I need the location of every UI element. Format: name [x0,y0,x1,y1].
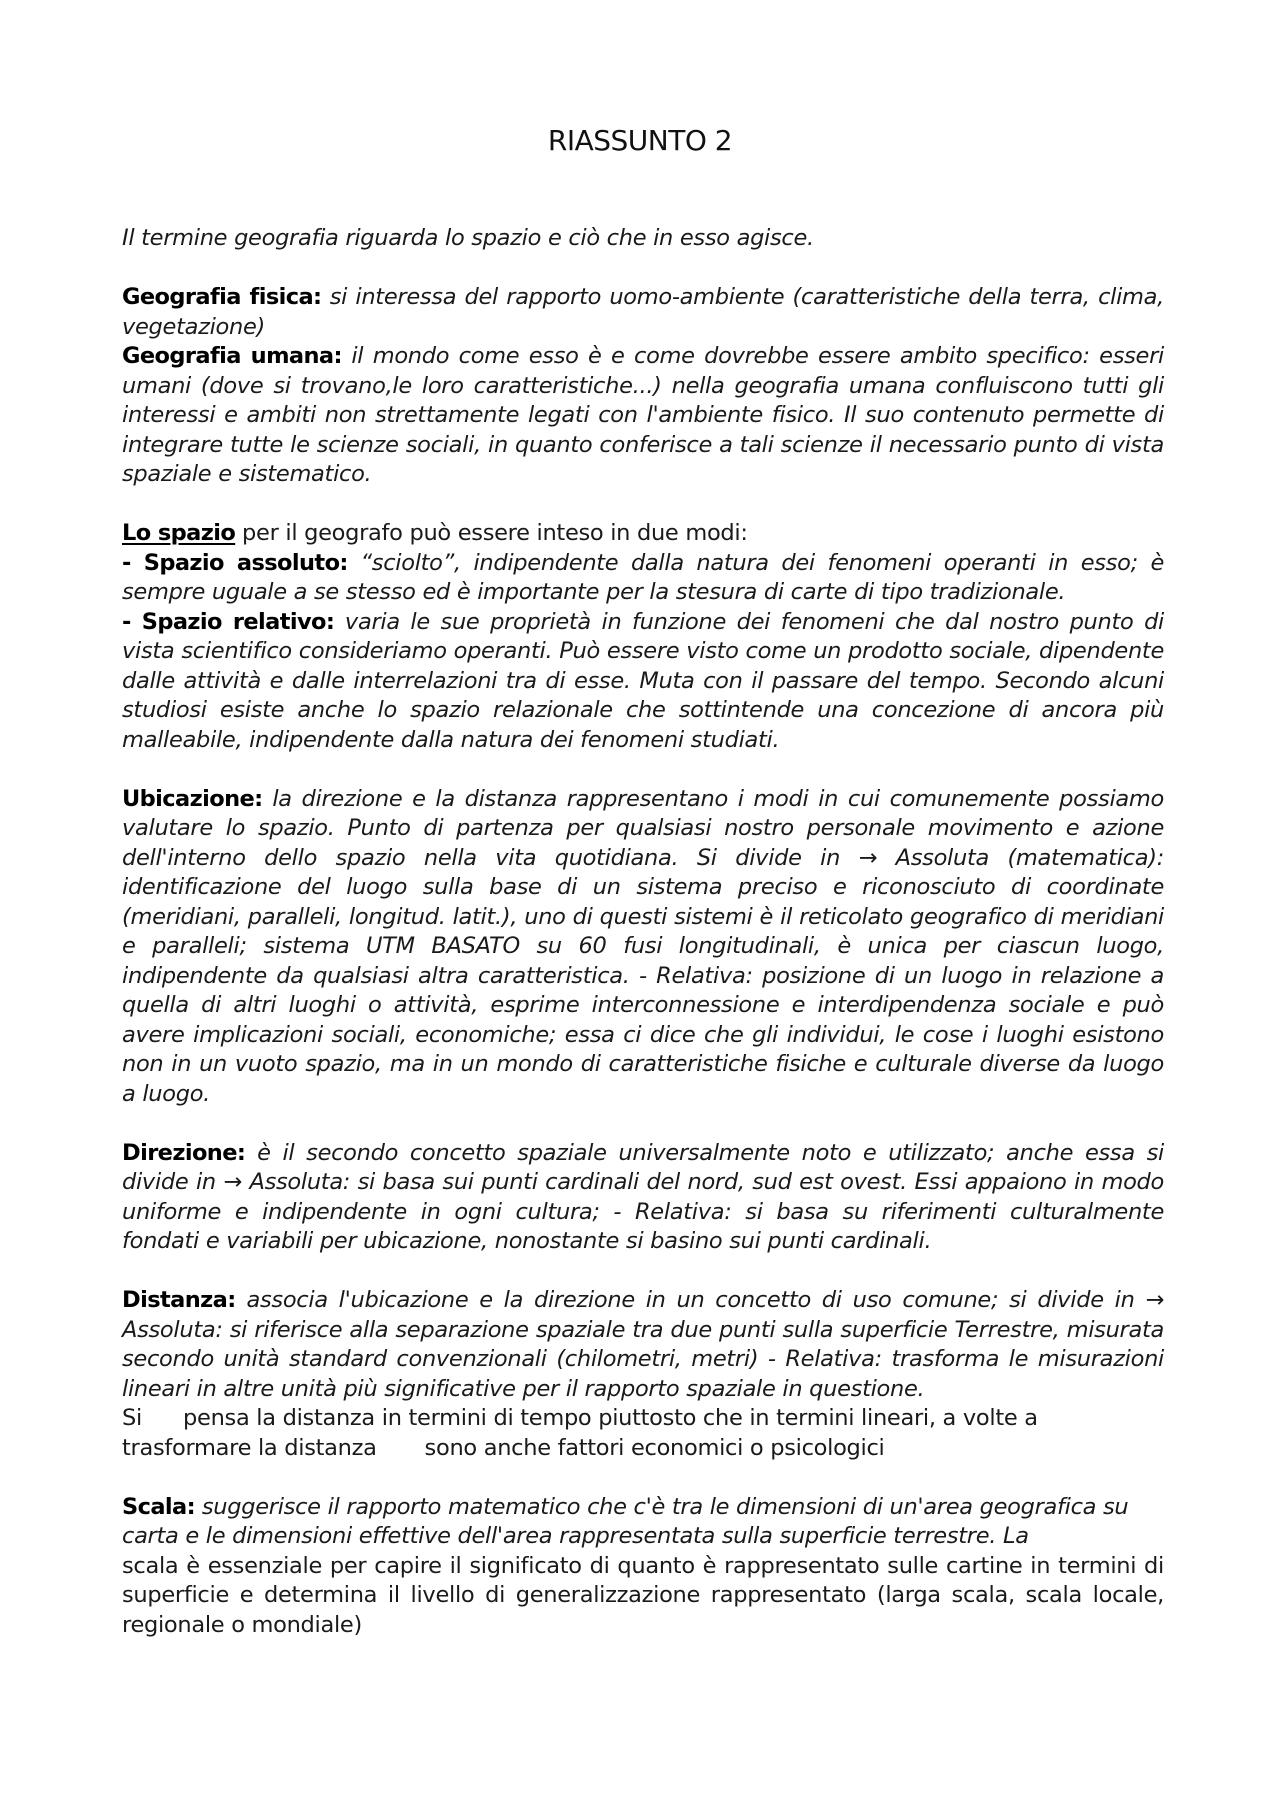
distanza-text-1: associa l'ubicazione e la direzione in un concetto di uso comune; si divide in [235,1287,1146,1313]
scala-paragraph-2: scala è essenziale per capire il significato di quanto è rappresentato sulle cartine in termini di superficie e determina il livello di generalizzazione rappresentato (larga scala, scala locale, regionale o mondiale) [122,1552,1164,1638]
geografia-umana-term: Geografia umana: [122,343,342,369]
ubicazione-text-1: la direzione e la distanza rappresentano i modi in cui comunemente possiamo valutare lo spazio. Punto di partenza per qualsiasi nostro personale movimento e azione dell'interno dello spazio nella vita quotidiana. Si divide in [122,785,1164,871]
distanza-line-3: trasformare la distanza sono anche fattori economici o psicologici [122,1434,885,1461]
geografia-fisica-term: Geografia fisica: [122,284,322,310]
spazio-text: per il geografo può essere inteso in due modi: [235,520,748,546]
ubicazione-assoluta: Assoluta (matematica) [877,844,1157,871]
distanza-term: Distanza: [122,1287,236,1313]
direzione-text-1: è il secondo concetto spaziale universalmente noto e utilizzato; anche essa si divide in [122,1139,1164,1195]
distanza-assoluta: Assoluta: [122,1316,223,1343]
ubicazione-term: Ubicazione: [122,785,263,812]
ubicazione-text-2: : identificazione del luogo sulla base di un sistema preciso e riconosciuto di coordinate (meridiani, paralleli, longitud. latit.), uno di questi sistemi è il reticolato geografico di meridiani e paralleli; sistema UTM BASATO su 60 fusi longitudinali, è unica per ciascun luogo, indipendente da qualsiasi altra caratteristica. - [122,844,1164,989]
spazio-assoluto-term: - Spazio assoluto: [122,549,348,576]
geografia-umana-text: il mondo come esso è e come dovrebbe essere ambito specifico: esseri umani (dove si trovano,le loro caratteristiche...) nella geografia umana confluiscono tutti gli interessi e ambiti non strettamente legati con l'ambiente fisico. Il suo contenuto permette di integrare tutte le scienze sociali, in quanto conferisce a tali scienze il necessario punto di vista spaziale e sistematico. [122,343,1164,487]
spazio-relativo-paragraph [122,608,1164,756]
distanza-text-2: si riferisce alla separazione spaziale tra due punti sulla superficie Terrestre, misurata secondo unità standard convenzionali (chilometri, metri) - [122,1316,1164,1372]
page-title: RIASSUNTO 2 [547,124,733,157]
intro-paragraph [122,224,1164,254]
ubicazione-paragraph [122,785,1164,1110]
ubicazione-relativa: Relativa: [656,962,753,989]
geografia-fisica-text: si interessa del rapporto uomo-ambiente (caratteristiche della terra, clima, vegetazione) [122,284,1164,340]
spazio-assoluto-text: “sciolto”, indipendente dalla natura dei fenomeni operanti in esso; è sempre uguale a se stesso ed è importante per la stesura di carte di tipo tradizionale. [122,549,1164,605]
direzione-text-3: si basa su riferimenti culturalmente fondati e variabili per ubicazione, nonostante si basino sui punti cardinali. [122,1198,1164,1254]
document-body [122,224,1164,1640]
geografia-fisica-paragraph [122,283,1164,342]
spazio-paragraph [122,519,1164,549]
spazio-assoluto-paragraph [122,549,1164,608]
distanza-line-2: Si pensa la distanza in termini di tempo piuttosto che in termini lineari, a volte a [122,1405,1038,1431]
distanza-paragraph [122,1286,1164,1404]
direzione-term: Direzione: [122,1139,246,1166]
direzione-paragraph [122,1139,1164,1257]
arrow-right-icon: → [858,844,878,871]
arrow-right-icon: → [1145,1287,1164,1313]
spazio-term: Lo spazio [122,520,236,546]
spazio-relativo-text: varia le sue proprietà in funzione dei fenomeni che dal nostro punto di vista scientifico consideriamo operanti. Può essere visto come un prodotto sociale, dipendente dalle attività e dalle interrelazioni tra di esse. Muta con il passare del tempo. Secondo alcuni studiosi esiste anche lo spazio relazionale che sottintende una concezione di ancora più malleabile, indipendente dalla natura dei fenomeni studiati. [122,608,1164,753]
ubicazione-text-3: posizione di un luogo in relazione a quella di altri luoghi o attività, esprime interconnessione e interdipendenza sociale e può avere implicazioni sociali, economiche; essa ci dice che gli individui, le cose i luoghi esistono non in un vuoto spazio, ma in un mondo di caratteristiche fisiche e culturale diverse da luogo a luogo. [122,962,1164,1107]
distanza-relativa: Relativa: [785,1346,882,1372]
spazio-relativo-term: - Spazio relativo: [122,608,335,635]
direzione-text-2: si basa sui punti cardinali del nord, sud est ovest. Essi appaiono in modo uniforme e indipendente in ogni cultura; - [122,1169,1164,1225]
scala-text-1: suggerisce il rapporto matematico che c'è tra le dimensioni di un'area geografica su carta e le dimensioni effettive dell'area rappresentata sulla superficie terrestre. La [122,1493,1129,1549]
arrow-right-icon: → [223,1169,242,1195]
distanza-text-3: trasforma le misurazioni lineari in altre unità più significative per il rapporto spaziale in questione. [122,1346,1164,1402]
intro-text: Il termine geografia riguarda lo spazio e ciò che in esso agisce. [122,225,814,251]
scala-paragraph [122,1493,1164,1552]
geografia-umana-paragraph [122,342,1164,490]
direzione-relativa: Relativa: [634,1198,732,1225]
direzione-assoluta: Assoluta: [241,1169,351,1195]
scala-term: Scala: [122,1493,196,1520]
